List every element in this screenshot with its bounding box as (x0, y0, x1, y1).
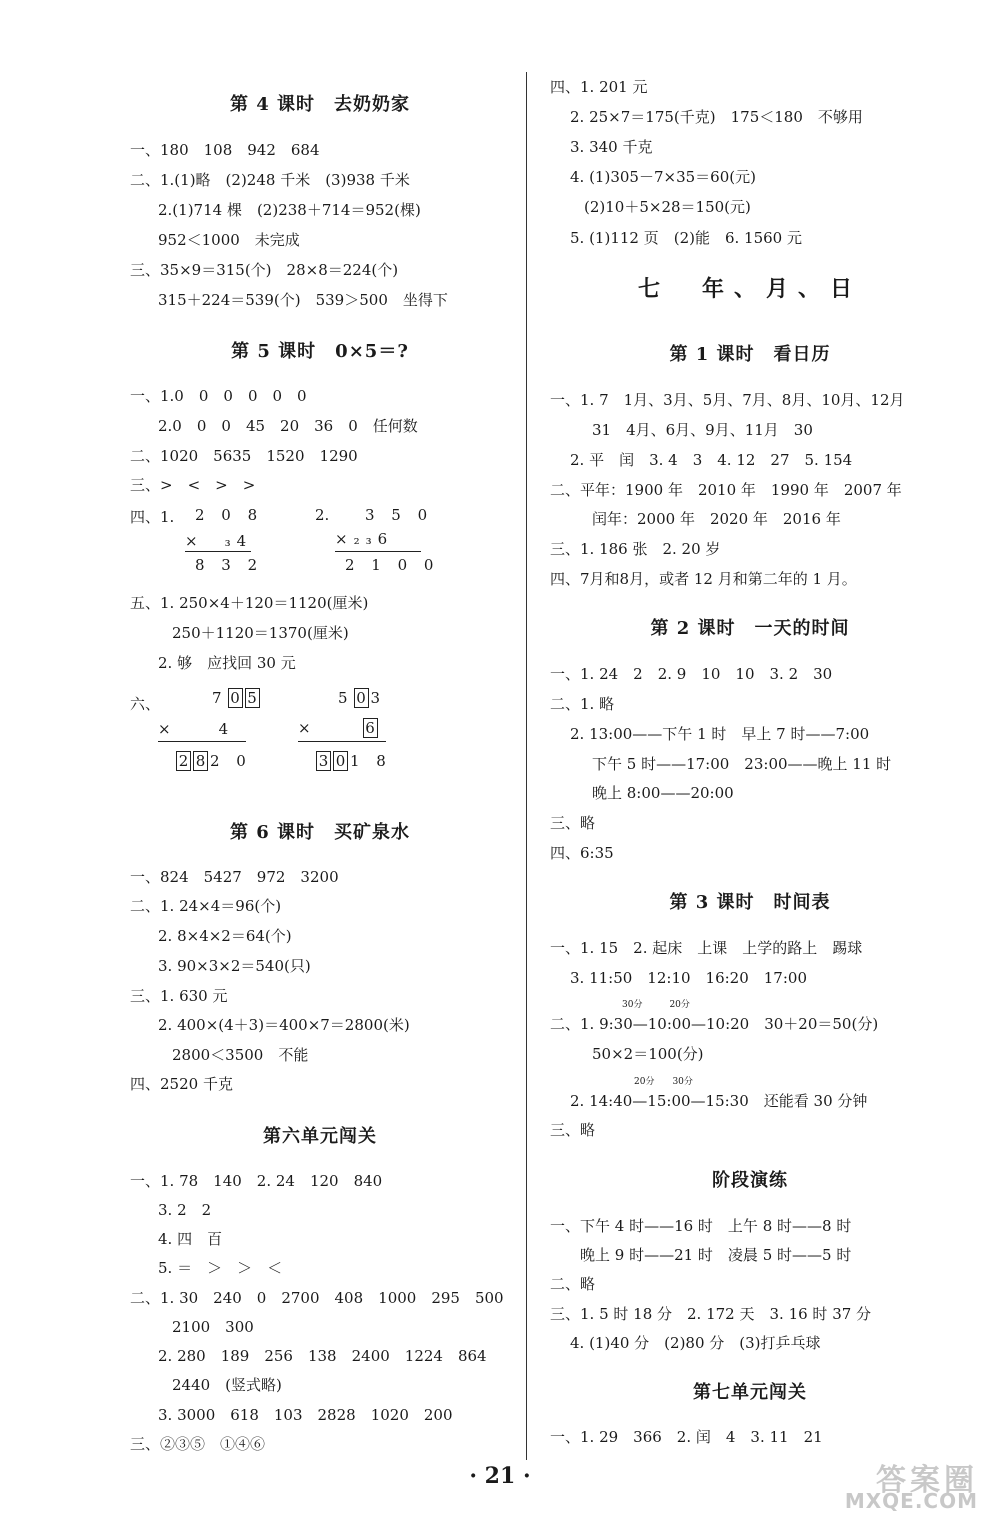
interval-note: 30分 20分 (622, 1000, 690, 1010)
answer-line: 闰年：2000 年 2020 年 2016 年 (592, 510, 841, 528)
answer-line: (2)10＋5×28＝150(元) (584, 198, 751, 216)
calc-digit: 5 (338, 689, 354, 707)
answer-line: 2100 300 (172, 1318, 254, 1336)
answer-line: 2. 8×4×2＝64(个) (158, 927, 292, 945)
answer-line: 四、2520 千克 (130, 1075, 233, 1093)
digit-box-calc-1 (158, 688, 258, 778)
calc-digit: 7 (212, 689, 228, 707)
answer-line: 一、1. 15 2. 起床 上课 上学的路上 踢球 (550, 939, 863, 957)
answer-box: 6 (363, 718, 378, 738)
answer-line: 2440 (竖式略) (172, 1376, 282, 1394)
answer-line: 一、824 5427 972 3200 (130, 868, 339, 886)
calc-row: ×₂₃6 (335, 530, 394, 548)
answer-line: 2800＜3500 不能 (172, 1046, 309, 1064)
answer-box: 5 (245, 688, 260, 708)
watermark-url: MXQE.COM (844, 1489, 978, 1513)
answer-line: 一、1.0 0 0 0 0 0 (130, 387, 307, 405)
calc-row: × ₃4 (185, 532, 253, 550)
lesson-1-title: 第 1 课时 看日历 (669, 344, 831, 365)
answer-line: 三、1. 630 元 (130, 987, 228, 1005)
answer-line: 二、平年：1900 年 2010 年 1990 年 2007 年 (550, 481, 902, 499)
watermark-logo (796, 1455, 986, 1515)
answer-line: 二、1. 30 240 0 2700 408 1000 295 500 (130, 1289, 504, 1307)
answer-line: 五、1. 250×4＋120＝1120(厘米) (130, 594, 369, 612)
lesson-4-title: 第 4 课时 去奶奶家 (229, 94, 411, 115)
answer-line: 二、1020 5635 1520 1290 (130, 447, 358, 465)
answer-box: 3 (316, 751, 331, 771)
answer-line: 三、35×9＝315(个) 28×8＝224(个) (130, 261, 399, 279)
answer-line: 四、6:35 (550, 844, 614, 862)
answer-line: 2. 平 闰 3. 4 3 4. 12 27 5. 154 (570, 451, 853, 469)
answer-line: 4. (1)40 分 (2)80 分 (3)打乒乓球 (570, 1334, 821, 1352)
answer-box: 0 (333, 751, 348, 771)
vertical-calc-1 (185, 506, 305, 576)
answer-line: 2. 13:00——下午 1 时 早上 7 时——7:00 (570, 725, 870, 743)
answer-line: 2.0 0 0 45 20 36 0 任何数 (158, 417, 418, 435)
answer-line: 三、略 (550, 1121, 596, 1139)
answer-line: 四、1. 201 元 (550, 78, 648, 96)
calc-row: × 4 (158, 720, 235, 738)
calc-row: 3 5 0 (365, 506, 434, 524)
answer-line: 4. (1)305－7×35＝60(元) (570, 168, 756, 186)
answer-line: 三、1. 186 张 2. 20 岁 (550, 540, 721, 558)
answer-line: 315＋224＝539(个) 539＞500 坐得下 (158, 291, 448, 309)
answer-line: 一、1. 24 2 2. 9 10 10 3. 2 30 (550, 665, 833, 683)
calc-rule (298, 741, 386, 742)
answer-line: 二、1. 24×4＝96(个) (130, 897, 282, 915)
answer-line: 2. 280 189 256 138 2400 1224 864 (158, 1347, 487, 1365)
answer-line: 952＜1000 未完成 (158, 231, 300, 249)
calc-digit: 1 8 (350, 752, 392, 770)
digit-box-calc-2 (298, 688, 398, 778)
lesson-6-title: 第 6 课时 买矿泉水 (229, 822, 411, 843)
answer-line: 5. (1)112 页 (2)能 6. 1560 元 (570, 229, 802, 247)
answer-line: 2. 400×(4＋3)＝400×7＝2800(米) (158, 1016, 410, 1034)
answer-line: 3. 340 千克 (570, 138, 653, 156)
answer-line: 31 4月、6月、9月、11月 30 (592, 421, 813, 439)
answer-line: 晚上 8:00——20:00 (592, 784, 734, 802)
interval-note: 20分 30分 (634, 1077, 693, 1087)
answer-line: 4. 四 百 (158, 1230, 223, 1248)
answer-box: 0 (354, 688, 369, 708)
answer-line: 3. 2 2 (158, 1201, 212, 1219)
answer-line: 3. 90×3×2＝540(只) (158, 957, 311, 975)
answer-line: 2.(1)714 棵 (2)238＋714＝952(棵) (158, 201, 421, 219)
lesson-3-title: 第 3 课时 时间表 (669, 892, 831, 913)
answer-line: 二、1. 略 (550, 695, 615, 713)
answer-line: 3. 3000 618 103 2828 1020 200 (158, 1406, 453, 1424)
unit-7-title: 七 年、月、日 (637, 276, 862, 302)
watermark-text: 答案圈 (876, 1463, 978, 1498)
calc-row: 2 0 8 (195, 506, 264, 524)
answer-line: 四、7月和8月，或者 12 月和第二年的 1 月。 (550, 570, 857, 588)
answer-line: 一、1. 78 140 2. 24 120 840 (130, 1172, 383, 1190)
calc-digit: × (298, 719, 317, 737)
column-divider (526, 72, 527, 1460)
answer-line: 2. 14:40—15:00—15:30 还能看 30 分钟 (570, 1092, 868, 1110)
page-number: · 21 · (469, 1463, 531, 1489)
answer-line: 一、1. 7 1月、3月、5月、7月、8月、10月、12月 (550, 391, 905, 409)
calc-rule (335, 551, 421, 552)
answer-line: 下午 5 时——17:00 23:00——晚上 11 时 (592, 755, 892, 773)
answer-line: 三、> < > > (130, 476, 256, 494)
answer-line: 二、1.(1)略 (2)248 千米 (3)938 千米 (130, 171, 410, 189)
answer-line: 晚上 9 时——21 时 凌晨 5 时——5 时 (580, 1246, 852, 1264)
lesson-2-title: 第 2 课时 一天的时间 (650, 618, 850, 639)
answer-line: 三、1. 5 时 18 分 2. 172 天 3. 16 时 37 分 (550, 1305, 872, 1323)
answer-line: 六、 (130, 695, 161, 713)
answer-box: 2 (176, 751, 191, 771)
calc-digit: 3 (370, 689, 387, 707)
unit-6-title: 第六单元闯关 (263, 1126, 377, 1147)
unit-7-check-title: 第七单元闯关 (693, 1382, 807, 1403)
answer-line: 四、1. (130, 508, 175, 526)
stage-practice-title: 阶段演练 (712, 1170, 788, 1191)
answer-line: 2. 够 应找回 30 元 (158, 654, 296, 672)
calc-digit: 2 0 (210, 752, 252, 770)
calc-rule (185, 551, 251, 552)
answer-line: 一、下午 4 时——16 时 上午 8 时——8 时 (550, 1217, 852, 1235)
answer-line: 三、②③⑤ ①④⑥ (130, 1435, 266, 1453)
calc-rule (158, 741, 246, 742)
answer-line: 二、略 (550, 1275, 596, 1293)
answer-box: 8 (193, 751, 208, 771)
answer-line: 2. (315, 506, 330, 524)
answer-line: 50×2＝100(分) (592, 1045, 704, 1063)
calc-row: 2 1 0 0 (345, 556, 440, 574)
answer-line: 一、1. 29 366 2. 闰 4 3. 11 21 (550, 1428, 823, 1446)
calc-row: 8 3 2 (195, 556, 264, 574)
answer-line: 5. ＝ ＞ ＞ ＜ (158, 1259, 283, 1277)
answer-box: 0 (228, 688, 243, 708)
lesson-5-title: 第 5 课时 0×5＝? (231, 341, 409, 362)
answer-line: 三、略 (550, 814, 596, 832)
answer-line: 250＋1120＝1370(厘米) (172, 624, 349, 642)
vertical-calc-2 (335, 506, 455, 576)
answer-line: 一、180 108 942 684 (130, 141, 320, 159)
answer-line: 2. 25×7＝175(千克) 175＜180 不够用 (570, 108, 863, 126)
answer-line: 3. 11:50 12:10 16:20 17:00 (570, 969, 807, 987)
answer-line: 二、1. 9:30—10:00—10:20 30＋20＝50(分) (550, 1015, 879, 1033)
